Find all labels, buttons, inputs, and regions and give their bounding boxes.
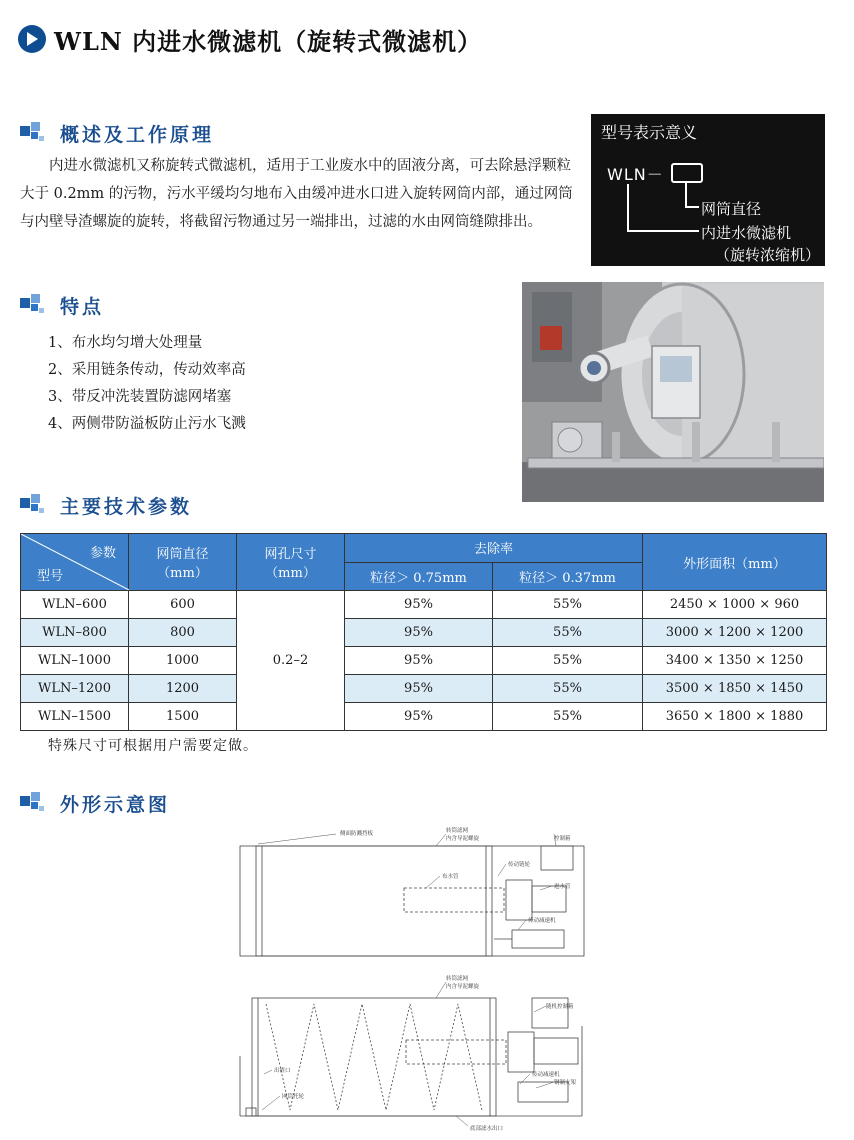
section-title: 特点 (60, 295, 105, 318)
cell-removal-b: 55% (493, 591, 643, 619)
model-meaning-alias: （旋转浓缩机） (715, 246, 821, 264)
header-diameter-unit: （mm） (157, 566, 208, 581)
feature-list (48, 330, 246, 438)
page-title: WLN 内进水微滤机（旋转式微滤机） (54, 26, 483, 56)
header-diameter-label: 网筒直径 (156, 547, 209, 562)
top-control-box (541, 846, 573, 870)
label-drum-screen: 转筒滤网 (446, 828, 469, 834)
section-blocks-icon (20, 294, 46, 316)
cell-model: WLN–1500 (21, 703, 129, 731)
cell-mesh: 0.2–2 (237, 591, 345, 731)
product-photo (522, 282, 824, 502)
corner-param-label: 参数 (89, 546, 116, 561)
label-control-box: 控制箱 (554, 836, 571, 842)
diagram-top-leaders (258, 834, 556, 930)
side-inlet-pipe (534, 1038, 578, 1064)
table-note: 特殊尺寸可根据用户需要定做。 (48, 738, 258, 754)
label-sprocket: 传动链轮 (508, 862, 531, 868)
label-inner-screw: 内含导泥螺旋 (446, 836, 480, 842)
cell-dims: 3000 × 1200 × 1200 (643, 619, 827, 647)
cell-removal-a: 95% (345, 591, 493, 619)
table-row (21, 619, 827, 647)
cell-diameter: 800 (129, 619, 237, 647)
cell-dims: 2450 × 1000 × 960 (643, 591, 827, 619)
cell-diameter: 1000 (129, 647, 237, 675)
label-distributor: 布水管 (442, 874, 459, 880)
header-mesh (237, 534, 345, 591)
section-header-outline (20, 790, 170, 816)
section-title: 外形示意图 (60, 793, 171, 816)
header-removal: 去除率 (345, 534, 643, 563)
model-meaning-type: 内进水微滤机 (701, 224, 792, 242)
label-side-bottom-outlet: 底部滤水出口 (470, 1126, 504, 1132)
section-blocks-icon (20, 494, 46, 516)
table-row (21, 675, 827, 703)
cell-model: WLN–600 (21, 591, 129, 619)
cell-removal-a: 95% (345, 619, 493, 647)
cell-diameter: 1200 (129, 675, 237, 703)
model-code-prefix: WLN－ (607, 165, 664, 184)
list-item: 3、带反冲洗装置防滤网堵塞 (48, 389, 232, 405)
cell-removal-a: 95% (345, 647, 493, 675)
header-mesh-unit: （mm） (265, 566, 316, 581)
label-inlet: 进水管 (554, 884, 571, 890)
header-removal-a: 粒径＞ 0.75mm (345, 562, 493, 591)
section-header-overview (20, 120, 214, 146)
label-side-roller: 网筒托轮 (282, 1094, 305, 1100)
section-title: 主要技术参数 (60, 495, 193, 518)
table-corner-header (21, 534, 129, 591)
cell-dims: 3500 × 1850 × 1450 (643, 675, 827, 703)
header-dims: 外形面积（mm） (643, 534, 827, 591)
cell-removal-b: 55% (493, 619, 643, 647)
label-side-inner-screw: 内含导泥螺旋 (446, 984, 480, 990)
model-meaning-box (591, 114, 825, 266)
technical-params-table (20, 533, 827, 731)
corner-model-label: 型号 (37, 569, 64, 584)
connector-line (685, 183, 687, 207)
cell-removal-b: 55% (493, 647, 643, 675)
label-side-control-box: 随机控制箱 (546, 1004, 574, 1010)
list-item: 4、两侧带防溢板防止污水飞溅 (48, 416, 246, 432)
cell-diameter: 1500 (129, 703, 237, 731)
table-row (21, 703, 827, 731)
top-drum (256, 846, 492, 956)
label-reducer: 传动减速机 (528, 918, 556, 924)
model-meaning-title: 型号表示意义 (601, 123, 698, 142)
table-row (21, 591, 827, 619)
cell-removal-b: 55% (493, 703, 643, 731)
section-header-features (20, 292, 104, 318)
top-motor (512, 930, 564, 948)
cell-model: WLN–1200 (21, 675, 129, 703)
cell-removal-b: 55% (493, 675, 643, 703)
section-blocks-icon (20, 122, 46, 144)
cell-dims: 3650 × 1800 × 1880 (643, 703, 827, 731)
label-side-reducer: 传动减速机 (532, 1072, 560, 1078)
top-frame (240, 846, 584, 956)
header-mesh-label: 网孔尺寸 (264, 547, 317, 562)
header-removal-b: 粒径＞ 0.37mm (493, 562, 643, 591)
diagram-top-view (240, 846, 584, 956)
cell-removal-a: 95% (345, 703, 493, 731)
label-side-frame: 钢制支架 (554, 1080, 577, 1086)
header-diameter (129, 534, 237, 591)
page-header (18, 22, 482, 56)
model-meaning-diameter: 网筒直径 (701, 200, 762, 218)
section-header-params (20, 492, 192, 518)
cell-dims: 3400 × 1350 × 1250 (643, 647, 827, 675)
cell-diameter: 600 (129, 591, 237, 619)
list-item: 1、布水均匀增大处理量 (48, 335, 203, 351)
section-title: 概述及工作原理 (60, 123, 215, 146)
label-side-drum-screen: 转筒滤网 (446, 976, 469, 982)
product-photo-drawing (522, 282, 824, 502)
cell-model: WLN–800 (21, 619, 129, 647)
outline-diagram (236, 826, 592, 1134)
overview-paragraph: 内进水微滤机又称旋转式微滤机，适用于工业废水中的固液分离，可去除悬浮颗粒大于 0.2mm 的污物，污水平缓均匀地布入由缓冲进水口进入旋转网筒内部，通过网筒与内壁导渣螺旋的旋转，将截留污物通过另一端排出，过滤的水由网筒缝隙排出。 (20, 158, 573, 230)
side-control-box (532, 998, 568, 1028)
model-diameter-placeholder (671, 163, 703, 183)
connector-line (627, 184, 629, 232)
side-inlet-body (508, 1032, 534, 1072)
top-inlet-body (506, 880, 532, 920)
table-row (21, 647, 827, 675)
label-side-outlet: 出渣口 (274, 1068, 291, 1074)
list-item: 2、采用链条传动，传动效率高 (48, 362, 246, 378)
chevron-right-icon (18, 25, 46, 53)
side-roller (246, 1108, 256, 1116)
top-distributor-pipe (404, 888, 504, 912)
cell-model: WLN–1000 (21, 647, 129, 675)
diagram-side-leaders (262, 982, 554, 1126)
cell-removal-a: 95% (345, 675, 493, 703)
section-blocks-icon (20, 792, 46, 814)
connector-line (685, 206, 699, 208)
connector-line (627, 230, 699, 232)
label-side-plate: 侧面防溅挡板 (340, 831, 374, 837)
